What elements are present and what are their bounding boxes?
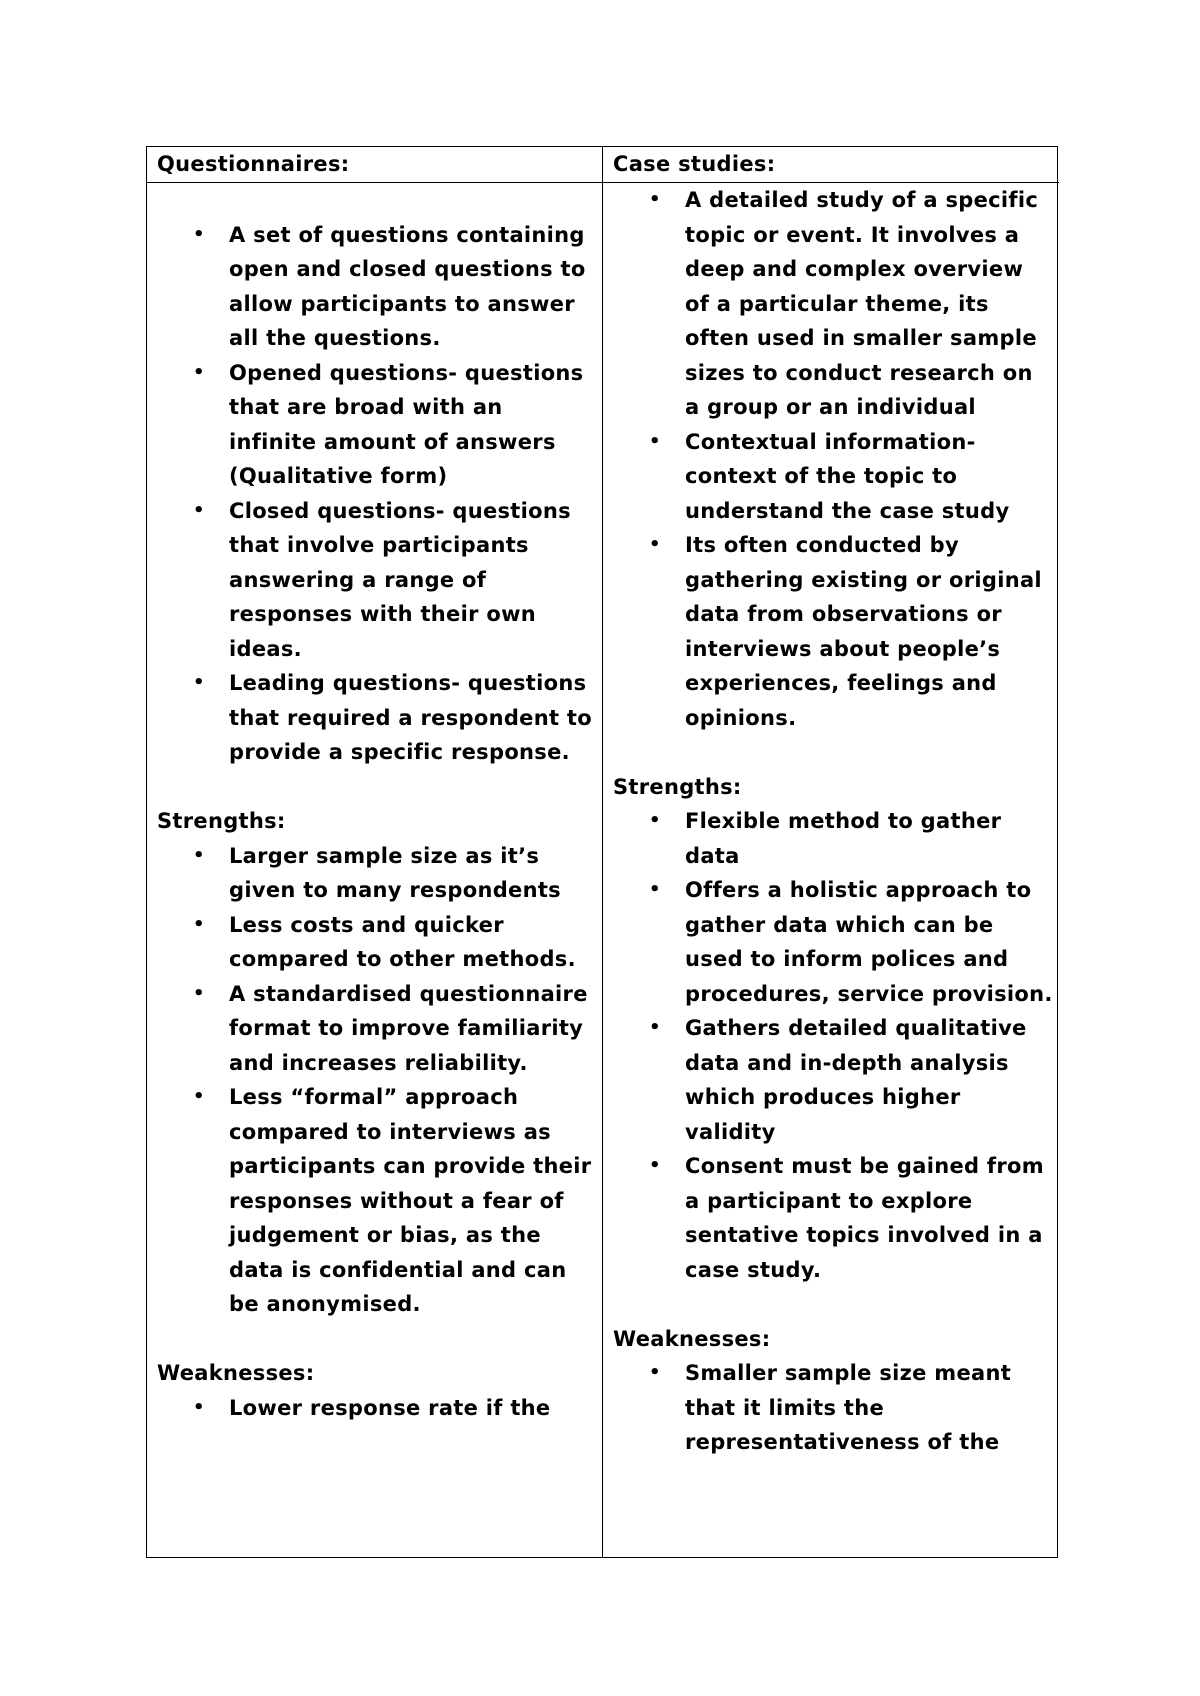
bullet-icon: • — [193, 499, 205, 521]
list-item-text: Opened questions- questions that are broad with an infinite amount of answers (Qualitative form) — [229, 360, 584, 488]
list-item — [193, 908, 596, 977]
questionnaires-header-text: Questionnaires: — [157, 152, 350, 176]
list-item-text: Smaller sample size meant that it limits the representativeness of the — [685, 1361, 1012, 1454]
list-item — [649, 1011, 1053, 1149]
list-item-text: A standardised questionnaire format to improve familiarity and increases reliability. — [229, 981, 588, 1075]
bullet-icon: • — [649, 810, 661, 831]
list-item-text: Lower response rate if the — [229, 1395, 551, 1420]
bullet-icon: • — [649, 1017, 661, 1038]
bullet-icon: • — [193, 1396, 205, 1418]
questionnaires-strengths-list — [157, 839, 596, 1322]
bullet-icon: • — [193, 361, 205, 383]
bullet-icon: • — [193, 844, 205, 866]
case-studies-strengths-title: Strengths: — [613, 774, 742, 799]
list-item-text: Its often conducted by gathering existing or original data from observations or interviews about people’s experiences, feelings and opinions. — [685, 533, 1042, 730]
case-studies-weaknesses-title: Weaknesses: — [613, 1326, 771, 1351]
list-item-text: Consent must be gained from a participant to explore sentative topics involved in a case study. — [685, 1154, 1044, 1282]
list-item-text: A detailed study of a specific topic or event. It involves a deep and complex overview of a particular theme, its often used in smaller sample sizes to conduct research on a group or an individual — [685, 188, 1039, 419]
list-item — [649, 528, 1053, 735]
list-item — [649, 1149, 1053, 1287]
case-studies-header-text: Case studies: — [613, 152, 776, 176]
case-studies-weaknesses-list — [613, 1356, 1053, 1460]
bullet-icon: • — [649, 1155, 661, 1176]
list-item — [193, 839, 596, 908]
questionnaires-header — [147, 147, 603, 183]
case-studies-strengths-list — [613, 804, 1053, 1287]
list-item — [193, 1080, 596, 1322]
list-item-text: Less costs and quicker compared to other methods. — [229, 912, 576, 971]
list-item — [649, 804, 1053, 873]
bullet-icon: • — [193, 982, 205, 1004]
case-studies-header — [603, 147, 1059, 183]
bullet-icon: • — [193, 223, 205, 245]
list-item — [193, 1391, 596, 1426]
list-item-text: Gathers detailed qualitative data and in-depth analysis which produces higher validity — [685, 1016, 1027, 1144]
list-item-text: Contextual information- context of the topic to understand the case study — [685, 429, 1010, 523]
questionnaires-intro-list — [157, 218, 596, 770]
list-item-text: Leading questions- questions that required a respondent to provide a specific response. — [229, 671, 592, 764]
list-item-text: Closed questions- questions that involve participants answering a range of responses with their own ideas. — [229, 498, 571, 661]
list-item — [649, 183, 1053, 425]
list-item-text: Flexible method to gather data — [685, 809, 1002, 868]
bullet-icon: • — [193, 913, 205, 935]
case-studies-intro-list — [613, 183, 1053, 735]
bullet-icon: • — [649, 879, 661, 900]
questionnaires-weaknesses-title: Weaknesses: — [157, 1361, 315, 1385]
list-item — [649, 425, 1053, 529]
list-item — [193, 666, 596, 770]
questionnaires-weaknesses-list — [157, 1391, 596, 1426]
list-item — [193, 356, 596, 494]
list-item — [193, 494, 596, 667]
bullet-icon: • — [649, 534, 661, 555]
bullet-icon: • — [193, 672, 205, 693]
case-studies-cell — [603, 183, 1059, 1557]
list-item — [193, 977, 596, 1081]
spacer — [157, 770, 596, 805]
spacer — [157, 1322, 596, 1357]
list-item — [193, 218, 596, 356]
spacer — [613, 1287, 1053, 1322]
bullet-icon: • — [649, 1362, 661, 1383]
questionnaires-cell — [147, 183, 603, 1557]
list-item — [649, 873, 1053, 1011]
list-item-text: Less “formal” approach compared to interviews as participants can provide their responses without a fear of judgement or bias, as the data is confidential and can be anonymised. — [229, 1085, 592, 1316]
spacer — [613, 735, 1053, 770]
bullet-icon: • — [649, 189, 661, 210]
list-item-text: Larger sample size as it’s given to many respondents — [229, 843, 561, 902]
list-item-text: A set of questions containing open and closed questions to allow participants to answer all the questions. — [229, 222, 586, 350]
questionnaires-strengths-title: Strengths: — [157, 809, 286, 833]
bullet-icon: • — [649, 430, 661, 452]
list-item-text: Offers a holistic approach to gather data which can be used to inform polices and procedures, service provision. — [685, 878, 1053, 1006]
spacer — [157, 183, 596, 218]
bullet-icon: • — [193, 1086, 205, 1107]
list-item — [649, 1356, 1053, 1460]
comparison-table — [146, 146, 1058, 1558]
